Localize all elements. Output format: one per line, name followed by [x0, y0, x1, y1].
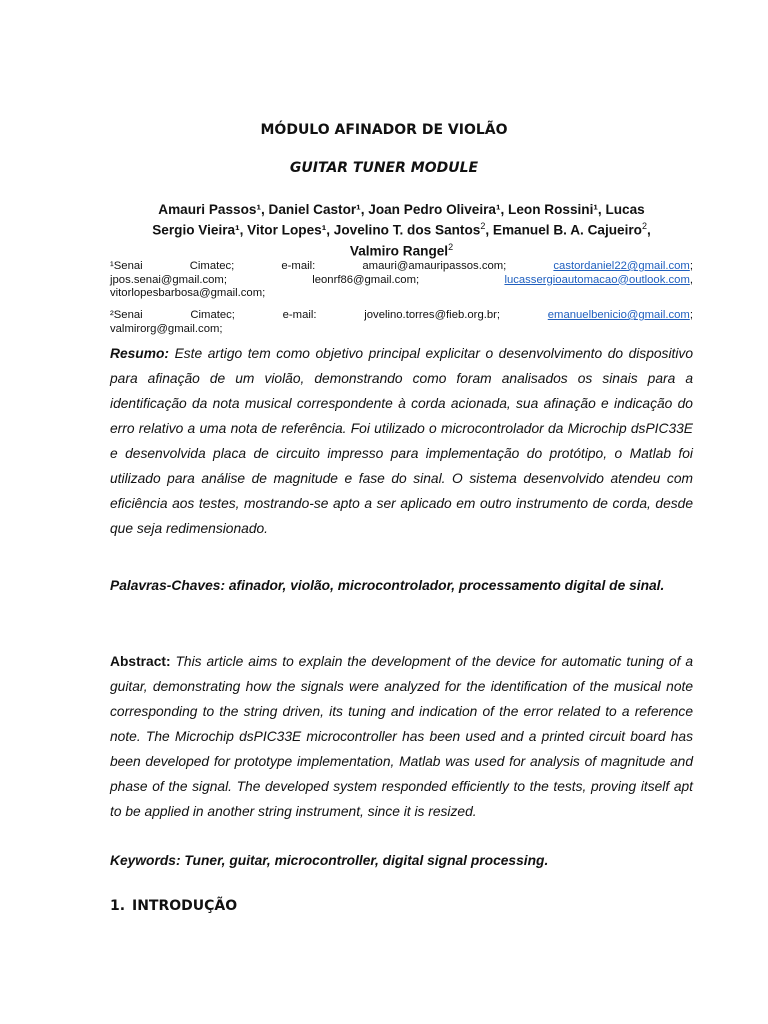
email-address: jovelino.torres@fieb.org.br; [364, 309, 501, 321]
section-number: 1. [110, 898, 126, 914]
affiliation-org: Cimatec; [189, 260, 235, 272]
section-title: INTRODUÇÃO [132, 898, 238, 914]
affiliation-label: ²Senai [110, 309, 143, 321]
resumo-text: Este artigo tem como objetivo principal explicitar o desenvolvimento do dispositivo para afinação de um violão, demonstrando como foram analisados os sinais para a identificação da nota musical correspondente à corda acionada, sua afinação e indicação do erro relativo a uma nota de referência. Foi utilizado o microcontrolador da Microchip dsPIC33E e desenvolvida placa de circuito impresso para implementação do protótipo, o Matlab foi utilizado para análise de magnitude e fase do sinal. O sistema desenvolvido atendeu com eficiência aos testes, mostrando-se apto a ser aplicado em outro instrumento de corda, desde que seja redimensionado. [110, 346, 693, 536]
affiliation-marker: 2 [480, 221, 486, 231]
affiliation-label: ¹Senai [110, 260, 143, 272]
separator: ; [689, 309, 693, 321]
separator: , [689, 273, 693, 286]
affiliation-2 [110, 309, 693, 336]
affiliation-row [110, 260, 693, 274]
author-line-2 [110, 218, 693, 239]
author-line-1: Amauri Passos¹, Daniel Castor¹, Joan Pedro Oliveira¹, Leon Rossini¹, Lucas [158, 202, 645, 217]
email-address: leonrf86@gmail.com; [312, 273, 420, 286]
affiliation-row [110, 287, 693, 301]
abstract-label: Abstract: [110, 654, 171, 669]
email-label: e-mail: [282, 309, 317, 321]
email-link[interactable]: emanuelbenicio@gmail.com [547, 309, 690, 321]
email-address: jpos.senai@gmail.com; [110, 273, 227, 286]
affiliation-row [110, 274, 693, 288]
affiliation-1 [110, 260, 693, 301]
email-link[interactable]: castordaniel22@gmail.com [553, 260, 690, 272]
keywords: Keywords: Tuner, guitar, microcontroller, digital signal processing. [110, 853, 549, 868]
affiliation-marker: 2 [448, 241, 454, 252]
affiliation-row [110, 309, 693, 323]
affiliation-marker: 2 [641, 221, 647, 231]
paper-subtitle: GUITAR TUNER MODULE [289, 160, 479, 176]
email-address: amauri@amauripassos.com; [362, 260, 507, 272]
author-text: , [646, 222, 651, 238]
email-label: e-mail: [281, 260, 316, 272]
abstract-text: This article aims to explain the development of the device for automatic tuning of a guitar, demonstrating how the signals were analyzed for the identification of the musical note corresponding to the string driven, its tuning and indication of the error related to a reference note. The Microchip dsPIC33E microcontroller has been used and a printed circuit board has been developed for prototype implementation, Matlab was used for analysis of magnitude and phase of the signal. The developed system responded efficiently to the tests, proving itself apt to be applied in another string instrument, since it is resized. [110, 654, 693, 819]
resumo-label: Resumo: [110, 346, 170, 361]
email-link[interactable]: lucassergioautomacao@outlook.com [504, 273, 690, 286]
author-list [110, 201, 693, 259]
section-heading [110, 898, 693, 914]
author-line-3 [110, 239, 693, 260]
palavras-chaves: Palavras-Chaves: afinador, violão, microcontrolador, processamento digital de sinal. [110, 578, 665, 593]
author-text: , Emanuel B. A. Cajueiro [485, 222, 642, 238]
author-text: Sergio Vieira¹, Vitor Lopes¹, Jovelino T. dos Santos [152, 222, 481, 238]
resumo-paragraph [110, 341, 693, 541]
email-address: vitorlopesbarbosa@gmail.com; [110, 287, 266, 299]
affiliation-row [110, 323, 693, 337]
author-text: Valmiro Rangel [349, 243, 449, 259]
email-address: valmirorg@gmail.com; [110, 322, 223, 335]
separator: ; [689, 260, 693, 272]
paper-title: MÓDULO AFINADOR DE VIOLÃO [260, 122, 508, 138]
abstract-paragraph [110, 649, 693, 824]
affiliation-org: Cimatec; [190, 309, 235, 321]
